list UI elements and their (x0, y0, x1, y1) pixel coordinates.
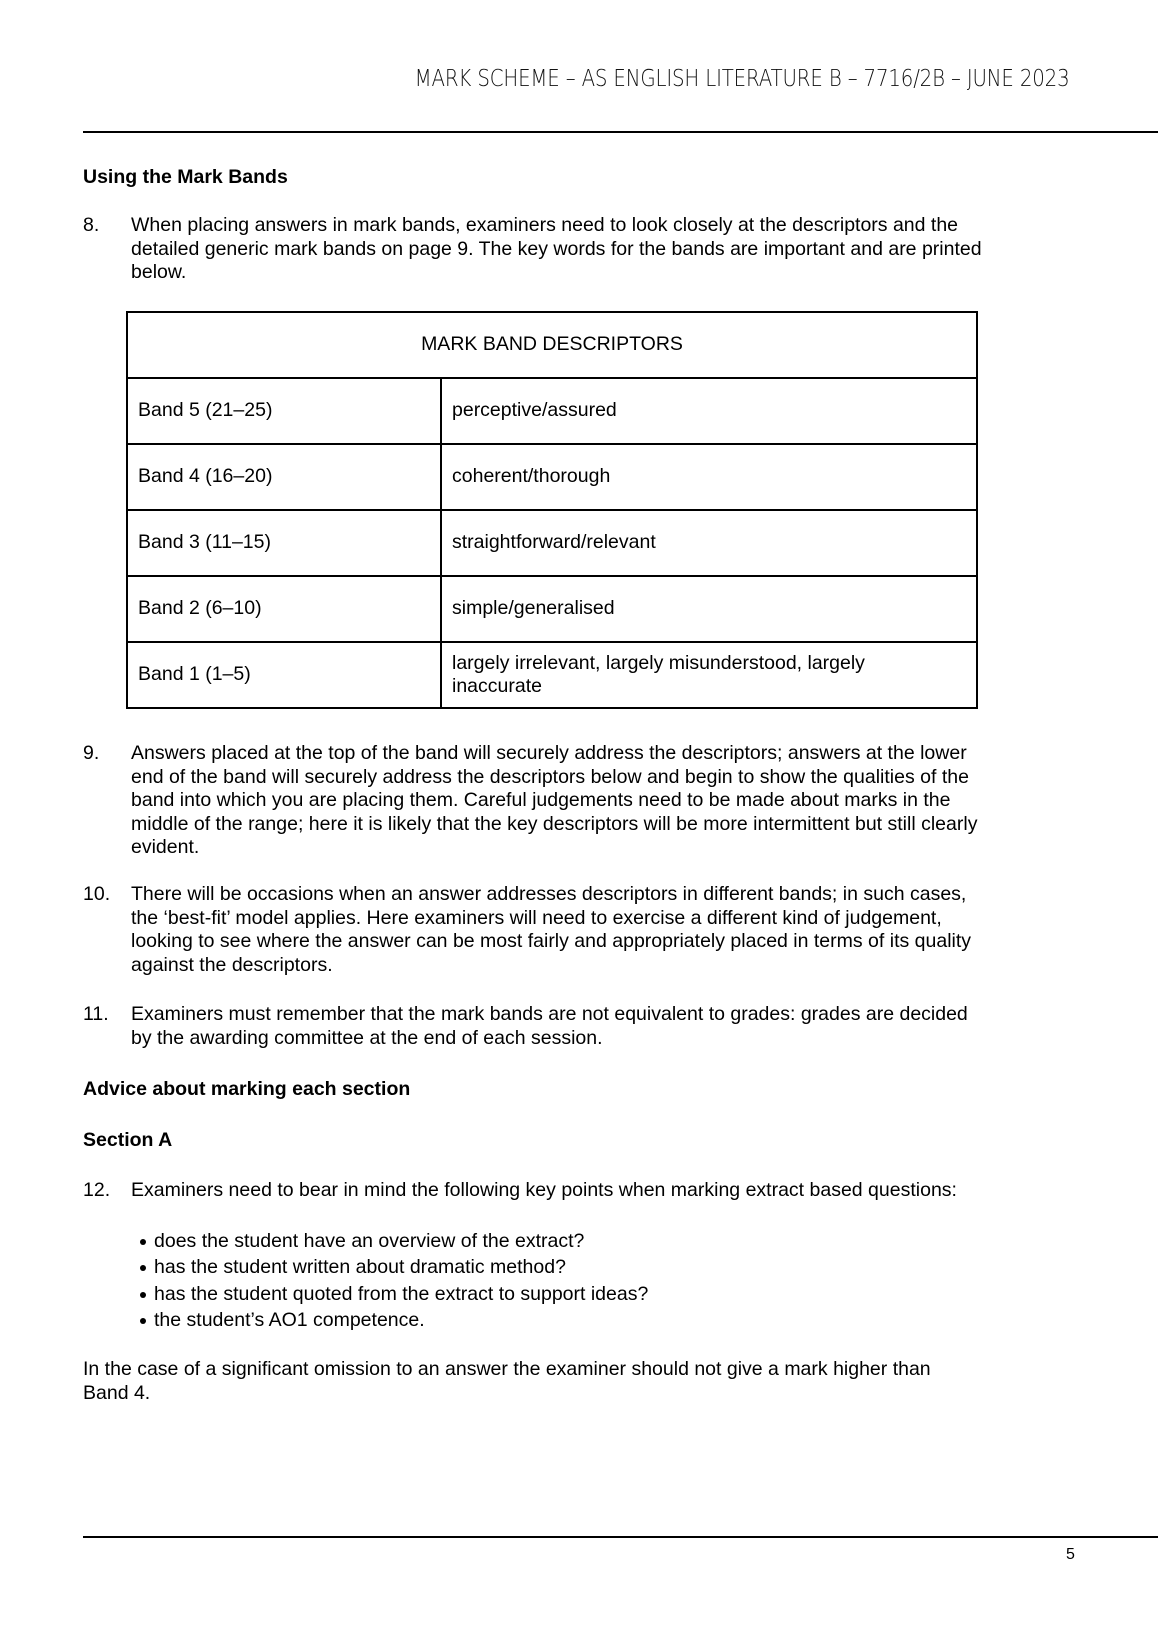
item-line: looking to see where the answer can be most fairly and appropriately placed in terms of its quality (131, 930, 972, 952)
descriptor-cell: simple/generalised (441, 576, 977, 642)
page-number: 5 (1066, 1546, 1075, 1563)
table-row (127, 510, 977, 576)
bullet-icon (140, 1239, 146, 1245)
header-rule (83, 131, 1158, 133)
numbered-item-9 (83, 742, 1073, 860)
descriptor-cell: coherent/thorough (441, 444, 977, 510)
list-item-text: has the student quoted from the extract to support ideas? (154, 1282, 649, 1305)
item-line: the ‘best-fit’ model applies. Here examiners will need to exercise a different kind of judgement, (131, 906, 942, 929)
item-line: Examiners must remember that the mark bands are not equivalent to grades: grades are decided (131, 1003, 968, 1025)
item-line: Examiners need to bear in mind the following key points when marking extract based questions: (131, 1179, 957, 1201)
numbered-item-10 (83, 883, 1073, 977)
item-line: Answers placed at the top of the band will securely address the descriptors; answers at the lower (131, 742, 967, 764)
band-cell: Band 2 (6–10) (127, 576, 441, 642)
item-line: There will be occasions when an answer addresses descriptors in different bands; in such cases, (131, 883, 967, 905)
table-row (127, 378, 977, 444)
closing-paragraph (83, 1358, 1083, 1405)
band-cell: Band 5 (21–25) (127, 378, 441, 444)
item-number: 12. (83, 1179, 111, 1201)
item-number: 8. (83, 214, 100, 236)
numbered-item-12 (83, 1179, 1073, 1203)
band-cell: Band 1 (1–5) (127, 642, 441, 708)
descriptor-cell: straightforward/relevant (441, 510, 977, 576)
list-item (140, 1254, 648, 1280)
item-line: detailed generic mark bands on page 9. The key words for the bands are important and are printed (131, 237, 982, 260)
heading-section-a: Section A (83, 1129, 173, 1151)
descriptor-cell: largely irrelevant, largely misunderstood, largely inaccurate (441, 642, 977, 708)
band-cell: Band 3 (11–15) (127, 510, 441, 576)
heading-advice-marking: Advice about marking each section (83, 1078, 411, 1100)
list-item-text: has the student written about dramatic method? (154, 1256, 566, 1279)
item-line: band into which you are placing them. Careful judgements need to be made about marks in the (131, 789, 951, 811)
descriptor-cell: perceptive/assured (441, 378, 977, 444)
table-header-row (127, 312, 977, 378)
numbered-item-11 (83, 1003, 1073, 1050)
list-item-text: does the student have an overview of the extract? (154, 1230, 585, 1252)
item-line: below. (131, 261, 187, 283)
list-item (140, 1281, 648, 1307)
item-line: evident. (131, 836, 200, 858)
band-cell: Band 4 (16–20) (127, 444, 441, 510)
item-line: When placing answers in mark bands, examiners need to look closely at the descriptors and the (131, 214, 959, 236)
item-number: 9. (83, 742, 100, 764)
table-row (127, 576, 977, 642)
list-item-text: the student’s AO1 competence. (154, 1308, 425, 1331)
list-item (140, 1228, 648, 1254)
bullet-icon (140, 1318, 146, 1324)
item-line: against the descriptors. (131, 953, 333, 976)
bullet-icon (140, 1265, 146, 1271)
mark-band-descriptors-table (126, 311, 978, 709)
heading-using-mark-bands: Using the Mark Bands (83, 166, 288, 188)
item-number: 10. (83, 883, 111, 905)
numbered-item-8 (83, 214, 1073, 285)
item-number: 11. (83, 1003, 109, 1025)
item-line: by the awarding committee at the end of each session. (131, 1026, 603, 1049)
bullet-icon (140, 1292, 146, 1298)
item-line: end of the band will securely address the descriptors below and begin to show the qualities of the (131, 765, 969, 788)
table-title: MARK BAND DESCRIPTORS (127, 312, 977, 378)
item-line: middle of the range; here it is likely that the key descriptors will be more intermittent but still clearly (131, 812, 978, 835)
table-row (127, 444, 977, 510)
list-item (140, 1307, 648, 1333)
document-header-title: MARK SCHEME – AS ENGLISH LITERATURE B – 7716/2B – JUNE 2023 (415, 66, 1070, 92)
table-row (127, 642, 977, 708)
footer-rule (83, 1536, 1158, 1538)
key-points-list (140, 1228, 648, 1333)
closing-line: In the case of a significant omission to an answer the examiner should not give a mark higher than (83, 1358, 931, 1380)
closing-line: Band 4. (83, 1381, 151, 1404)
